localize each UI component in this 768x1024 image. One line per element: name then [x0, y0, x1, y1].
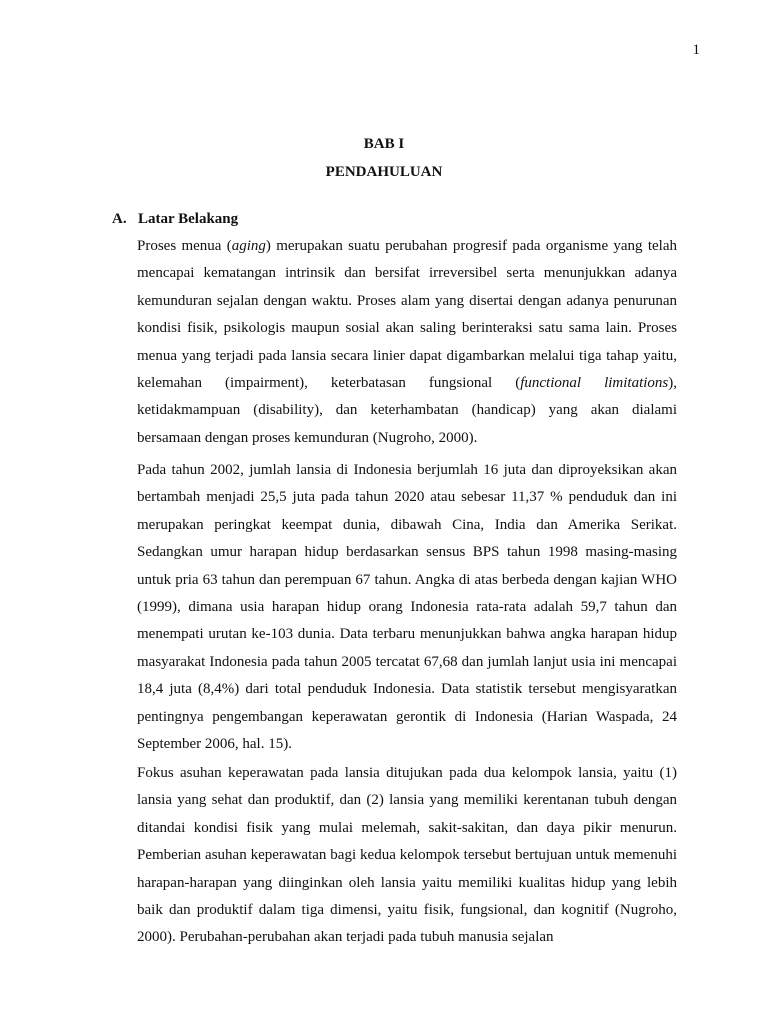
paragraph-3-text: Fokus asuhan keperawatan pada lansia ditujukan pada dua kelompok lansia, yaitu (1) lansia yang sehat dan produktif, dan (2) lansia yang memiliki kerentanan tubuh dengan ditandai kondisi fisik yang mulai melemah, sakit-sakitan, dan daya pikir menurun. Pemberian asuhan keperawatan bagi kedua kelompok tersebut bertujuan untuk memenuhi harapan-harapan yang diinginkan oleh lansia yaitu memiliki kualitas hidup yang lebih baik dan produktif dalam tiga dimensi, yaitu fisik, fungsional, dan kognitif (Nugroho, 2000). Perubahan-perubahan akan terjadi pada tubuh manusia sejalan [137, 765, 677, 946]
paragraph-1-text-c: ), ketidakmampuan (disability), dan keterhambatan (handicap) yang akan dialami bersamaan dengan proses kemunduran (Nugroho, 2000). [137, 375, 677, 446]
paragraph-1-text-b: ) merupakan suatu perubahan progresif pada organisme yang telah mencapai kematangan intrinsik dan bersifat irreversibel serta menunjukkan adanya kemunduran sejalan dengan waktu. Proses alam yang disertai dengan adanya penurunan kondisi fisik, psikologis maupun sosial akan saling berinteraksi satu sama lain. Proses menua yang terjadi pada lansia secara linier dapat digambarkan melalui tiga tahap yaitu, kelemahan (impairment), keterbatasan fungsional ( [137, 238, 677, 392]
paragraph-2 [137, 457, 677, 758]
chapter-title: PENDAHULUAN [325, 164, 443, 180]
term-aging: aging [231, 238, 266, 254]
page-number: 1 [692, 42, 700, 58]
section-title: Latar Belakang [138, 211, 239, 227]
section-marker: A. [112, 211, 127, 227]
section-heading [112, 211, 238, 228]
chapter-label: BAB I [363, 136, 405, 152]
paragraph-1 [137, 233, 677, 452]
paragraph-2-text: Pada tahun 2002, jumlah lansia di Indonesia berjumlah 16 juta dan diproyeksikan akan bertambah menjadi 25,5 juta pada tahun 2020 atau sebesar 11,37 % penduduk dan ini merupakan peringkat keempat dunia, dibawah Cina, India dan Amerika Serikat. Sedangkan umur harapan hidup berdasarkan sensus BPS tahun 1998 masing-masing untuk pria 63 tahun dan perempuan 67 tahun. Angka di atas berbeda dengan kajian WHO (1999), dimana usia harapan hidup orang Indonesia rata-rata adalah 59,7 tahun dan menempati urutan ke-103 dunia. Data terbaru menunjukkan bahwa angka harapan hidup masyarakat Indonesia pada tahun 2005 tercatat 67,68 dan jumlah lanjut usia ini mencapai 18,4 juta (8,4%) dari total penduduk Indonesia. Data statistik tersebut mengisyaratkan pentingnya pengembangan keperawatan gerontik di Indonesia (Harian Waspada, 24 September 2006, hal. 15). [137, 462, 677, 753]
paragraph-1-text-a: Proses menua ( [137, 238, 232, 254]
paragraph-3 [137, 760, 677, 952]
term-functional-limitations: functional limitations [520, 375, 669, 392]
